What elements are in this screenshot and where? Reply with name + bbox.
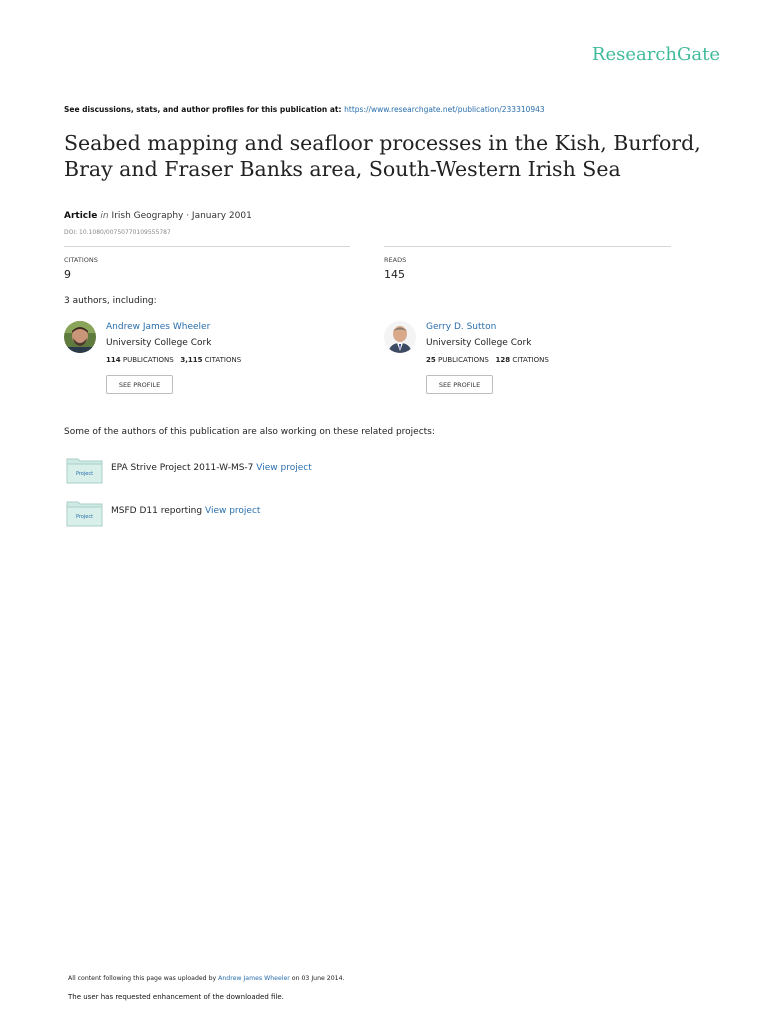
in-word: in: [100, 211, 109, 221]
project-folder-icon: [66, 456, 103, 484]
author-card: [64, 321, 364, 401]
publication-type: Article: [64, 211, 98, 221]
author-citations-label: CITATIONS: [204, 356, 242, 364]
view-project-link[interactable]: View project: [256, 463, 312, 473]
doi-text[interactable]: DOI: 10.1080/00750770109555787: [64, 229, 171, 236]
author-citations-count: 128: [495, 356, 511, 364]
discussion-line: [64, 105, 545, 114]
project-name: EPA Strive Project 2011-W-MS-7: [111, 463, 254, 473]
author-name-link[interactable]: Gerry D. Sutton: [426, 322, 497, 332]
citations-label: CITATIONS: [64, 256, 98, 264]
author-institution: University College Cork: [106, 338, 212, 348]
author-stats: [426, 356, 549, 364]
see-profile-button[interactable]: SEE PROFILE: [426, 375, 493, 394]
author-stats: [106, 356, 241, 364]
upload-prefix: All content following this page was uploaded by: [68, 975, 219, 982]
author-avatar[interactable]: [64, 321, 96, 353]
citations-divider: [64, 246, 350, 247]
project-folder-icon: [66, 499, 103, 527]
author-publications-label: PUBLICATIONS: [122, 356, 174, 364]
reads-label: READS: [384, 256, 407, 264]
view-project-link[interactable]: View project: [204, 506, 261, 516]
author-institution: University College Cork: [426, 338, 532, 348]
author-photo-icon: [384, 321, 416, 353]
authors-heading: 3 authors, including:: [64, 296, 157, 306]
journal-date[interactable]: Irish Geography · January 2001: [111, 211, 252, 221]
project-icon-label: Project: [75, 471, 94, 477]
see-profile-button[interactable]: SEE PROFILE: [106, 375, 173, 394]
author-avatar[interactable]: [384, 321, 416, 353]
project-icon-label: Project: [75, 514, 94, 520]
project-text: [111, 463, 312, 473]
project-text: [111, 506, 260, 516]
reads-divider: [384, 246, 671, 247]
reads-value: 145: [384, 268, 405, 281]
author-name-link[interactable]: Andrew James Wheeler: [106, 322, 211, 332]
author-publications-label: PUBLICATIONS: [437, 356, 489, 364]
upload-note: [68, 975, 344, 982]
author-card: [384, 321, 684, 401]
publication-title: Seabed mapping and seafloor processes in the Kish, Burford, Bray and Fraser Banks area, South-Western Irish Sea: [64, 131, 701, 181]
author-citations-label: CITATIONS: [512, 356, 549, 364]
citations-value: 9: [64, 268, 71, 281]
uploader-link[interactable]: Andrew James Wheeler: [218, 975, 290, 982]
project-name: MSFD D11 reporting: [111, 506, 203, 516]
upload-suffix: on 03 June 2014.: [289, 975, 345, 982]
related-projects-heading: Some of the authors of this publication are also working on these related projects:: [64, 427, 435, 437]
author-citations-count: 3,115: [180, 356, 203, 364]
project-item: [66, 456, 566, 488]
author-publications-count: 114: [106, 356, 121, 364]
discussion-text: See discussions, stats, and author profiles for this publication at:: [64, 105, 345, 114]
researchgate-logo[interactable]: ResearchGate: [591, 44, 720, 65]
project-item: [66, 499, 566, 531]
author-publications-count: 25: [426, 356, 436, 364]
author-photo-icon: [64, 321, 96, 353]
enhancement-note: The user has requested enhancement of the downloaded file.: [68, 993, 284, 1001]
publication-meta: [64, 211, 252, 221]
publication-url-link[interactable]: https://www.researchgate.net/publication/233310943: [344, 105, 545, 114]
